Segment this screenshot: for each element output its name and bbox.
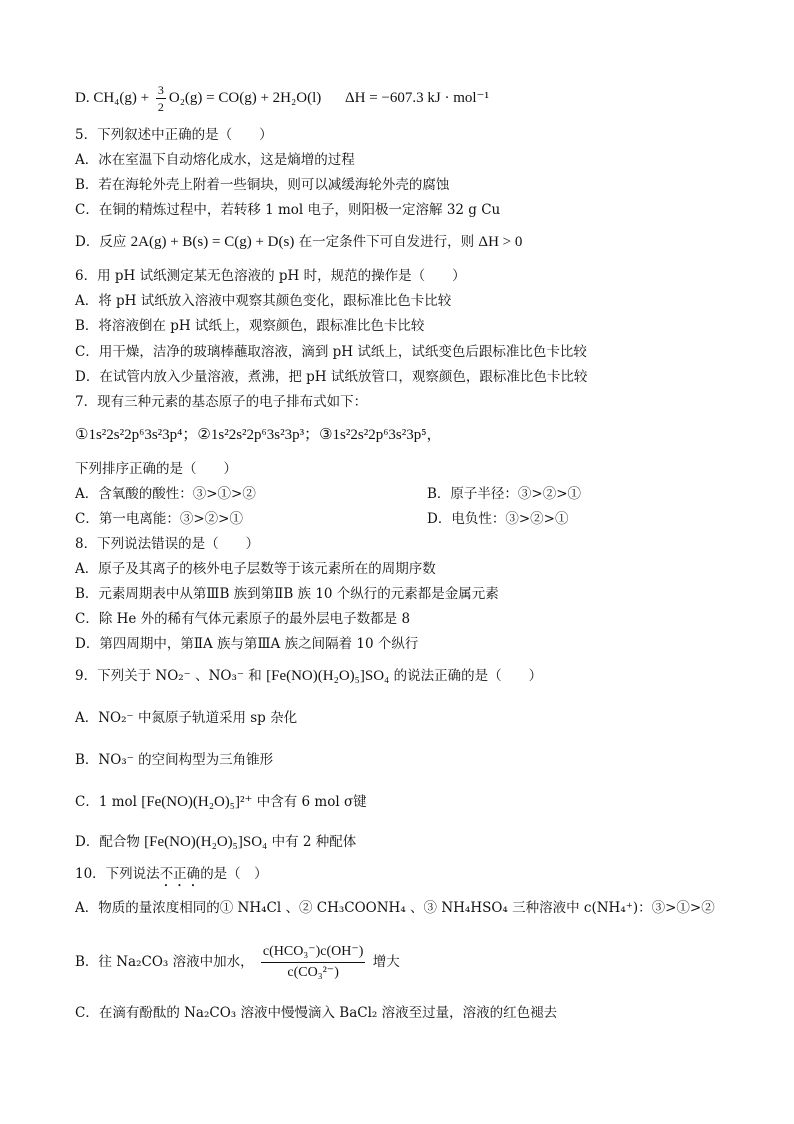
equation-left: CH₄(g) + [93, 89, 153, 106]
enthalpy-condition: ΔH > 0 [478, 234, 523, 250]
ratio-denominator: c(CO₃²⁻) [287, 965, 339, 980]
fraction-numerator: 3 [157, 83, 164, 97]
q8-stem: 8．下列说法错误的是（ ） [75, 536, 260, 552]
q8-option-d: D．第四周期中，第ⅡA 族与第ⅢA 族之间隔着 10 个纵行 [75, 636, 419, 652]
q9-option-b: B．NO₃⁻ 的空间构型为三角锥形 [75, 752, 274, 768]
option-label: D. [75, 89, 90, 106]
complex-formula: [Fe(NO)(H₂O)₅]SO₄ [144, 834, 268, 850]
q7-option-d: D．电负性：③>②>① [427, 511, 569, 527]
q7-option-c: C．第一电离能：③>②>① [75, 511, 243, 527]
option-text: 中有 2 种配体 [271, 834, 357, 850]
q7-option-b: B．原子半径：③>②>① [427, 486, 582, 502]
fraction-denominator: 2 [157, 100, 164, 114]
q10-option-c: C．在滴有酚酞的 Na₂CO₃ 溶液中慢慢滴入 BaCl₂ 溶液至过量，溶液的红色褪去 [75, 1005, 558, 1021]
q4-option-d [75, 82, 754, 115]
q7-option-a: A．含氧酸的酸性：③>①>② [75, 486, 256, 502]
option-text: D．反应 [75, 234, 127, 250]
stem-text: 9．下列关于 NO₂⁻ 、NO₃⁻ 和 [75, 668, 262, 684]
option-text: 中含有 6 mol σ键 [256, 794, 367, 810]
option-text: B．往 Na₂CO₃ 溶液中加水， [75, 954, 254, 970]
q8-option-b: B．元素周期表中从第ⅢB 族到第ⅡB 族 10 个纵行的元素都是金属元素 [75, 586, 499, 602]
complex-formula: [Fe(NO)(H₂O)₅]SO₄ [266, 668, 390, 684]
stem-text: 的说法正确的是（ ） [393, 668, 543, 684]
q7-electron-configs: ①1s²2s²2p⁶3s²3p⁴；②1s²2s²2p⁶3s²3p³；③1s²2s²2p⁶3s²3p⁵， [75, 427, 442, 443]
q6-option-b: B．将溶液倒在 pH 试纸上，观察颜色，跟标准比色卡比较 [75, 318, 425, 334]
q5-stem: 5．下列叙述中正确的是（ ） [75, 127, 273, 143]
q7-row-ab [75, 484, 754, 504]
stem-text: 10．下列说法 [75, 866, 160, 882]
concentration-ratio [261, 942, 366, 983]
q10-option-a: A．物质的量浓度相同的① NH₄Cl 、② CH₃COONH₄ 、③ NH₄HSO₄ 三种溶液中 c(NH₄⁺)：③>①>② [75, 900, 715, 916]
q8-option-a: A．原子及其离子的核外电子层数等于该元素所在的周期序数 [75, 561, 436, 577]
q5-option-d [75, 232, 754, 252]
enthalpy-change: ΔH = −607.3 kJ · mol⁻¹ [344, 89, 489, 106]
q7-row-cd [75, 509, 754, 529]
option-text: D．配合物 [75, 834, 140, 850]
q9-option-c [75, 792, 754, 812]
q10-stem [75, 864, 754, 890]
complex-ion: [Fe(NO)(H₂O)₅]²⁺ [141, 794, 253, 810]
ratio-numerator: c(HCO₃⁻)c(OH⁻) [261, 942, 366, 963]
reaction-equation: 2A(g) + B(s) = C(g) + D(s) [130, 234, 295, 250]
q6-option-d: D．在试管内放入少量溶液，煮沸，把 pH 试纸放管口，观察颜色，跟标准比色卡比较 [75, 369, 588, 385]
emphasized-text: 不正确 [159, 866, 201, 882]
q10-option-b [75, 942, 754, 983]
q6-stem: 6．用 pH 试纸测定某无色溶液的 pH 时，规范的操作是（ ） [75, 268, 466, 284]
q9-stem [75, 666, 754, 686]
equation-right: O₂(g) = CO(g) + 2H₂O(l) [168, 89, 322, 106]
q8-option-c: C．除 He 外的稀有气体元素原子的最外层电子数都是 8 [75, 611, 411, 627]
q9-option-d [75, 832, 754, 852]
q6-option-c: C．用干燥，洁净的玻璃棒蘸取溶液，滴到 pH 试纸上，试纸变色后跟标准比色卡比较 [75, 344, 587, 360]
q5-option-c: C．在铜的精炼过程中，若转移 1 mol 电子，则阳极一定溶解 32 g Cu [75, 202, 501, 218]
q5-option-a: A．冰在室温下自动熔化成水，这是熵增的过程 [75, 152, 355, 168]
fraction [156, 82, 166, 115]
q9-option-a: A．NO₂⁻ 中氮原子轨道采用 sp 杂化 [75, 710, 298, 726]
option-text: 增大 [372, 954, 400, 970]
option-text: 在一定条件下可自发进行，则 [298, 234, 475, 250]
q7-sub-stem: 下列排序正确的是（ ） [75, 461, 237, 477]
stem-text: 的是（ ） [200, 866, 268, 882]
q7-stem: 7．现有三种元素的基态原子的电子排布式如下： [75, 394, 368, 410]
option-text: C．1 mol [75, 794, 137, 810]
q6-option-a: A．将 pH 试纸放入溶液中观察其颜色变化，跟标准比色卡比较 [75, 293, 452, 309]
q5-option-b: B．若在海轮外壳上附着一些铜块，则可以减缓海轮外壳的腐蚀 [75, 177, 450, 193]
